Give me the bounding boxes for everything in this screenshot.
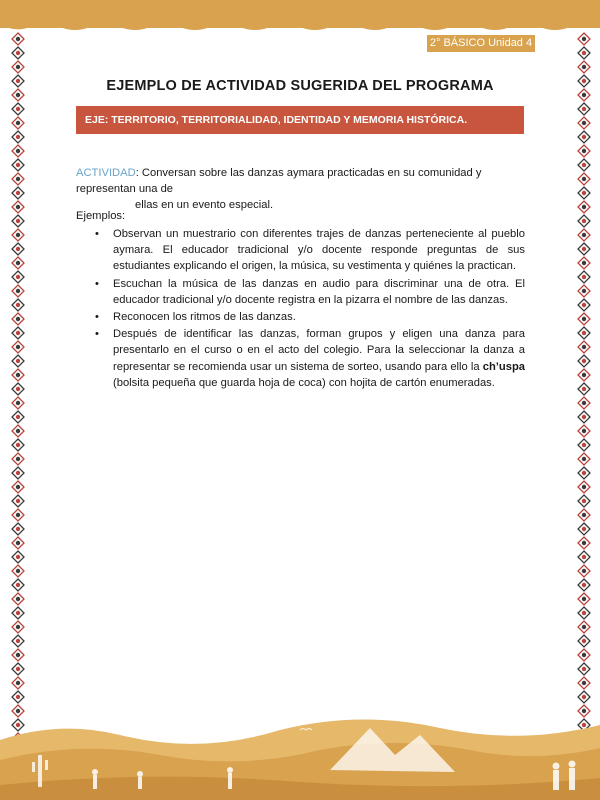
pattern-motif-icon bbox=[12, 313, 24, 325]
pattern-motif-icon bbox=[578, 383, 590, 395]
pattern-motif-icon bbox=[578, 397, 590, 409]
pattern-motif-icon bbox=[578, 187, 590, 199]
pattern-motif-icon bbox=[12, 551, 24, 563]
pattern-motif-icon bbox=[12, 187, 24, 199]
list-item bbox=[95, 276, 525, 308]
pattern-motif-icon bbox=[578, 453, 590, 465]
pattern-motif-icon bbox=[12, 677, 24, 689]
activity-paragraph bbox=[76, 165, 524, 213]
pattern-motif-icon bbox=[12, 159, 24, 171]
eje-heading-bar: EJE: TERRITORIO, TERRITORIALIDAD, IDENTIDAD Y MEMORIA HISTÓRICA. bbox=[76, 106, 524, 134]
pattern-motif-icon bbox=[578, 299, 590, 311]
pattern-motif-icon bbox=[578, 579, 590, 591]
pattern-motif-icon bbox=[12, 145, 24, 157]
pattern-motif-icon bbox=[578, 565, 590, 577]
pattern-motif-icon bbox=[12, 439, 24, 451]
pattern-motif-icon bbox=[578, 495, 590, 507]
pattern-motif-icon bbox=[12, 579, 24, 591]
pattern-motif-icon bbox=[12, 271, 24, 283]
pattern-motif-icon bbox=[12, 215, 24, 227]
pattern-motif-icon bbox=[578, 215, 590, 227]
left-ethnic-pattern-border bbox=[10, 32, 26, 754]
pattern-motif-icon bbox=[578, 117, 590, 129]
pattern-motif-icon bbox=[578, 47, 590, 59]
pattern-motif-icon bbox=[12, 243, 24, 255]
activity-label: ACTIVIDAD bbox=[76, 167, 136, 179]
bullet-icon: • bbox=[95, 277, 99, 290]
pattern-motif-icon bbox=[578, 103, 590, 115]
pattern-motif-icon bbox=[578, 481, 590, 493]
bullet-icon: • bbox=[95, 228, 99, 240]
pattern-motif-icon bbox=[578, 607, 590, 619]
pattern-motif-icon bbox=[12, 607, 24, 619]
pattern-motif-icon bbox=[12, 355, 24, 367]
pattern-motif-icon bbox=[578, 537, 590, 549]
pattern-motif-icon bbox=[12, 33, 24, 45]
unit-badge: 2° BÁSICO Unidad 4 bbox=[427, 35, 535, 52]
pattern-motif-icon bbox=[12, 565, 24, 577]
pattern-motif-icon bbox=[578, 271, 590, 283]
pattern-motif-icon bbox=[578, 313, 590, 325]
list-item bbox=[95, 326, 525, 391]
list-item-text: Escuchan la música de las danzas en audio para discriminar una de otra. El educador tradicional y/o docente registra en la pizarra el nombre de las danzas. bbox=[113, 277, 525, 306]
pattern-motif-icon bbox=[12, 47, 24, 59]
activity-text-line2: ellas en un evento especial. bbox=[135, 199, 274, 211]
pattern-motif-icon bbox=[12, 103, 24, 115]
pattern-motif-icon bbox=[578, 551, 590, 563]
right-pattern-svg bbox=[576, 32, 592, 754]
pattern-motif-icon bbox=[578, 131, 590, 143]
pattern-motif-icon bbox=[578, 649, 590, 661]
pattern-motif-icon bbox=[12, 117, 24, 129]
pattern-motif-icon bbox=[12, 341, 24, 353]
pattern-motif-icon bbox=[12, 425, 24, 437]
pattern-motif-icon bbox=[578, 621, 590, 633]
pattern-motif-icon bbox=[578, 159, 590, 171]
pattern-motif-icon bbox=[12, 327, 24, 339]
pattern-motif-icon bbox=[578, 285, 590, 297]
pattern-motif-icon bbox=[12, 649, 24, 661]
pattern-motif-icon bbox=[578, 635, 590, 647]
pattern-motif-icon bbox=[12, 593, 24, 605]
pattern-motif-icon bbox=[12, 495, 24, 507]
pattern-motif-icon bbox=[12, 131, 24, 143]
pattern-motif-icon bbox=[12, 229, 24, 241]
document-title: EJEMPLO DE ACTIVIDAD SUGERIDA DEL PROGRAMA bbox=[106, 78, 494, 94]
pattern-motif-icon bbox=[578, 509, 590, 521]
list-item-text-part: Después de identificar las danzas, forman grupos y eligen una danza para presentarlo en el curso o en el acto del colegio. Para la seleccionar la danza a representar se recomienda usar un sistema de sorteo, usando para ello la bbox=[113, 328, 525, 373]
bottom-landscape-illustration bbox=[0, 700, 600, 800]
examples-list bbox=[95, 226, 525, 392]
pattern-motif-icon bbox=[12, 621, 24, 633]
bullet-icon: • bbox=[95, 311, 99, 324]
list-item-text: Observan un muestrario con diferentes trajes de danzas perteneciente al pueblo aymara. El educador tradicional y/o docente responde preguntas de sus estudiantes explicando el origen, la música, su vestimenta y quiénes la practican. bbox=[113, 228, 525, 273]
left-pattern-svg bbox=[10, 32, 26, 754]
bullet-icon: • bbox=[95, 328, 99, 341]
pattern-motif-icon bbox=[578, 355, 590, 367]
pattern-motif-icon bbox=[578, 173, 590, 185]
pattern-motif-icon bbox=[12, 285, 24, 297]
pattern-motif-icon bbox=[578, 677, 590, 689]
pattern-motif-icon bbox=[12, 257, 24, 269]
list-item-text-part: (bolsita pequeña que guarda hoja de coca) con hojita de cartón enumeradas. bbox=[113, 376, 495, 389]
right-ethnic-pattern-border bbox=[576, 32, 592, 754]
pattern-motif-icon bbox=[578, 523, 590, 535]
pattern-motif-icon bbox=[12, 383, 24, 395]
pattern-motif-icon bbox=[12, 663, 24, 675]
pattern-motif-icon bbox=[12, 453, 24, 465]
pattern-motif-icon bbox=[578, 145, 590, 157]
pattern-motif-icon bbox=[578, 439, 590, 451]
activity-text-line1: : Conversan sobre las danzas aymara practicadas en su comunidad y representan una de bbox=[76, 167, 482, 195]
pattern-motif-icon bbox=[578, 243, 590, 255]
pattern-motif-icon bbox=[578, 341, 590, 353]
chuspa-term: ch’uspa bbox=[482, 360, 525, 373]
pattern-motif-icon bbox=[578, 327, 590, 339]
pattern-motif-icon bbox=[12, 201, 24, 213]
pattern-motif-icon bbox=[12, 635, 24, 647]
examples-label: Ejemplos: bbox=[76, 210, 126, 222]
list-item bbox=[95, 309, 525, 325]
pattern-motif-icon bbox=[12, 397, 24, 409]
list-item-text bbox=[113, 328, 525, 389]
pattern-motif-icon bbox=[12, 523, 24, 535]
pattern-motif-icon bbox=[578, 201, 590, 213]
pattern-motif-icon bbox=[578, 33, 590, 45]
pattern-motif-icon bbox=[12, 467, 24, 479]
pattern-motif-icon bbox=[12, 481, 24, 493]
pattern-motif-icon bbox=[578, 663, 590, 675]
pattern-motif-icon bbox=[578, 369, 590, 381]
top-decorative-band bbox=[0, 0, 600, 28]
pattern-motif-icon bbox=[578, 425, 590, 437]
pattern-motif-icon bbox=[578, 257, 590, 269]
pattern-motif-icon bbox=[12, 61, 24, 73]
pattern-motif-icon bbox=[12, 509, 24, 521]
pattern-motif-icon bbox=[12, 173, 24, 185]
pattern-motif-icon bbox=[12, 299, 24, 311]
list-item bbox=[95, 226, 525, 275]
list-item-text: Reconocen los ritmos de las danzas. bbox=[113, 311, 296, 324]
pattern-motif-icon bbox=[578, 411, 590, 423]
top-band-wave bbox=[0, 24, 600, 34]
pattern-motif-icon bbox=[578, 467, 590, 479]
pattern-motif-icon bbox=[12, 369, 24, 381]
pattern-motif-icon bbox=[578, 229, 590, 241]
pattern-motif-icon bbox=[578, 61, 590, 73]
pattern-motif-icon bbox=[578, 593, 590, 605]
pattern-motif-icon bbox=[12, 411, 24, 423]
pattern-motif-icon bbox=[12, 537, 24, 549]
